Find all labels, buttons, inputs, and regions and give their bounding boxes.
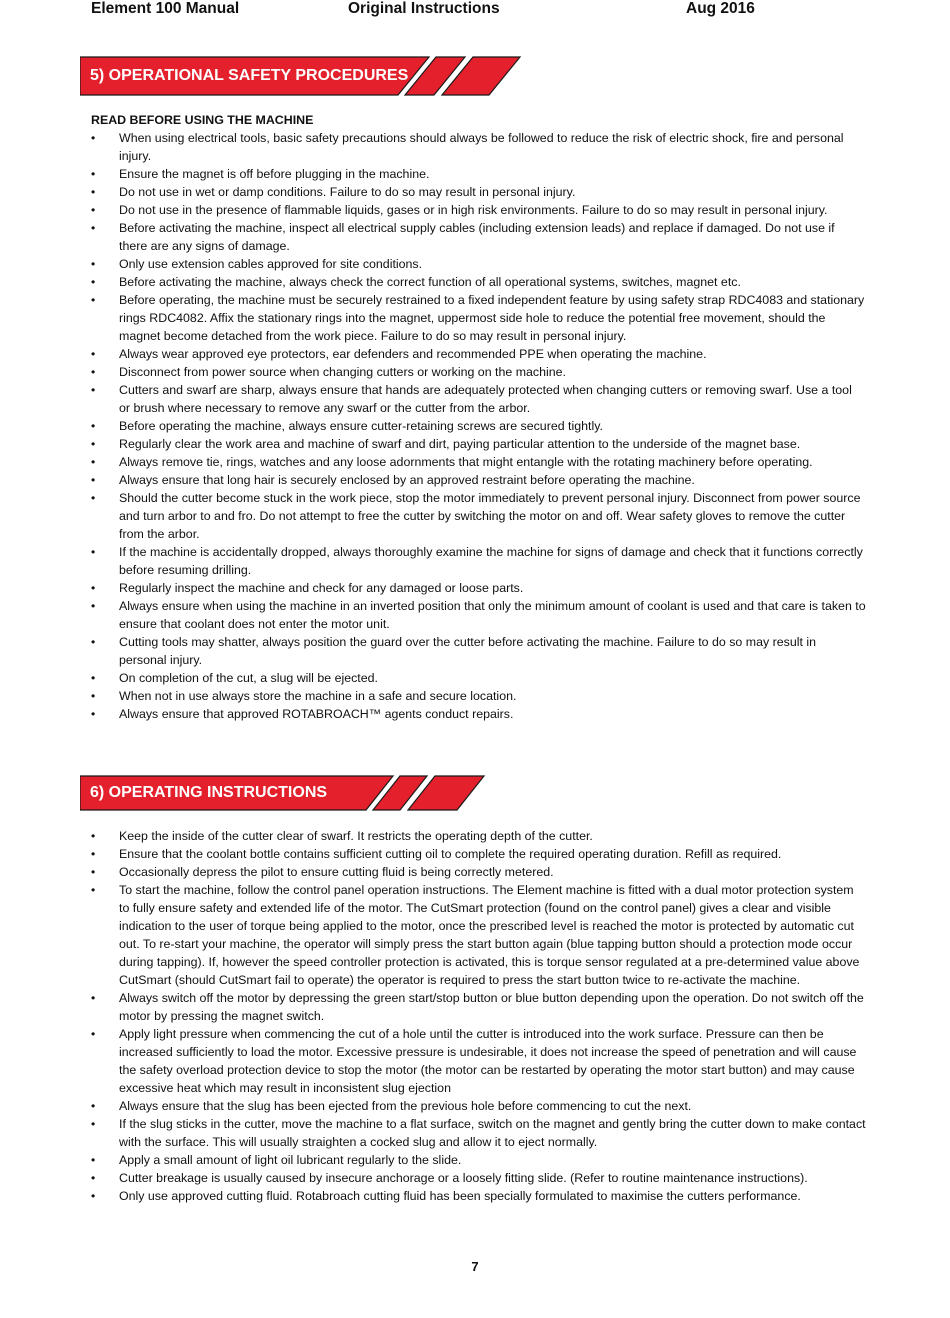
header-date: Aug 2016 — [686, 0, 755, 17]
list-item: • When not in use always store the machine in a safe and secure location. — [91, 687, 866, 705]
list-item: • When using electrical tools, basic safety precautions should always be followed to reduce the risk of electric shock, fire and personal injury. — [91, 129, 866, 165]
page-number: 7 — [471, 1259, 479, 1274]
list-item: • To start the machine, follow the control panel operation instructions. The Element machine is fitted with a dual motor protection system to fully ensure safety and extended life of the motor. The CutSmart protection (found on the control panel) gives a clear and visible indication to the user of torque being applied to the motor, once the prescribed level is reached the motor is protected by automatic cut out. To re-start your machine, the operator will simply press the start button again (blue tapping button should a protection mode occur during tapping). If, however the speed controller protection is activated, this is torque sensor regulated at a pre-determined value above CutSmart (should CutSmart fail to operate) the operator is required to press the start button twice to re-activate the machine. — [91, 881, 866, 989]
section-5-title: 5) OPERATIONAL SAFETY PROCEDURES — [90, 67, 409, 84]
section-5-subheading: READ BEFORE USING THE MACHINE — [91, 113, 314, 127]
section-6-content — [91, 827, 866, 1205]
section-6-banner — [80, 775, 490, 811]
header-manual-name: Element 100 Manual — [91, 0, 240, 17]
list-item: • Ensure the magnet is off before plugging in the machine. — [91, 165, 866, 183]
list-item: • Cutting tools may shatter, always position the guard over the cutter before activating the machine. Failure to do so may result in personal injury. — [91, 633, 866, 669]
list-item: • Always switch off the motor by depressing the green start/stop button or blue button depending upon the operation. Do not switch off the motor by pressing the magnet switch. — [91, 989, 866, 1025]
list-item: • Cutters and swarf are sharp, always ensure that hands are adequately protected when changing cutters or removing swarf. Use a tool or brush where necessary to remove any swarf or the cutter from the arbor. — [91, 381, 866, 417]
list-item: • Always ensure that the slug has been ejected from the previous hole before commencing to cut the next. — [91, 1097, 866, 1115]
list-item: • If the slug sticks in the cutter, move the machine to a flat surface, switch on the magnet and gently bring the cutter down to make contact with the surface. This will usually straighten a cocked slug and allow it to eject normally. — [91, 1115, 866, 1151]
list-item: • Should the cutter become stuck in the work piece, stop the motor immediately to prevent personal injury. Disconnect from power source and turn arbor to and fro. Do not attempt to free the cutter by switching the motor on and off. Wear safety gloves to remove the cutter from the arbor. — [91, 489, 866, 543]
list-item: • Regularly inspect the machine and check for any damaged or loose parts. — [91, 579, 866, 597]
list-item: • Before operating the machine, always ensure cutter-retaining screws are secured tightly. — [91, 417, 866, 435]
list-item: • On completion of the cut, a slug will be ejected. — [91, 669, 866, 687]
list-item: • Always wear approved eye protectors, ear defenders and recommended PPE when operating the machine. — [91, 345, 866, 363]
section-5-list — [91, 129, 866, 723]
list-item: • Keep the inside of the cutter clear of swarf. It restricts the operating depth of the cutter. — [91, 827, 866, 845]
header-instructions-label: Original Instructions — [348, 0, 500, 17]
section-6-list — [91, 827, 866, 1205]
list-item: • Cutter breakage is usually caused by insecure anchorage or a loosely fitting slide. (Refer to routine maintenance instructions). — [91, 1169, 866, 1187]
list-item: • Ensure that the coolant bottle contains sufficient cutting oil to complete the required operating duration. Refill as required. — [91, 845, 866, 863]
list-item: • Do not use in wet or damp conditions. Failure to do so may result in personal injury. — [91, 183, 866, 201]
section-6-title: 6) OPERATING INSTRUCTIONS — [90, 784, 328, 801]
list-item: • Only use extension cables approved for site conditions. — [91, 255, 866, 273]
list-item: • Before operating, the machine must be securely restrained to a fixed independent feature by using safety strap RDC4083 and stationary rings RDC4082. Affix the stationary rings into the magnet, uppermost side hole to reduce the potential free movement, should the magnet become detached from the work piece. Failure to do so may result in personal injury. — [91, 291, 866, 345]
list-item: • Always remove tie, rings, watches and any loose adornments that might entangle with the rotating machinery before operating. — [91, 453, 866, 471]
list-item: • Disconnect from power source when changing cutters or working on the machine. — [91, 363, 866, 381]
list-item: • Always ensure when using the machine in an inverted position that only the minimum amount of coolant is used and that care is taken to ensure that coolant does not enter the motor unit. — [91, 597, 866, 633]
list-item: • Occasionally depress the pilot to ensure cutting fluid is being correctly metered. — [91, 863, 866, 881]
list-item: • Before activating the machine, inspect all electrical supply cables (including extension leads) and replace if damaged. Do not use if there are any signs of damage. — [91, 219, 866, 255]
section-5-banner — [80, 56, 525, 96]
list-item: • If the machine is accidentally dropped, always thoroughly examine the machine for signs of damage and check that it functions correctly before resuming drilling. — [91, 543, 866, 579]
section-5-content — [91, 111, 866, 723]
list-item: • Apply light pressure when commencing the cut of a hole until the cutter is introduced into the work surface. Pressure can then be increased sufficiently to load the motor. Excessive pressure is undesirable, it does not increase the speed of penetration and will cause the safety overload protection device to stop the motor (the motor can be restarted by operating the motor start button) and may cause excessive heat which may result in inconsistent slug ejection — [91, 1025, 866, 1097]
list-item: • Regularly clear the work area and machine of swarf and dirt, paying particular attention to the underside of the magnet base. — [91, 435, 866, 453]
list-item: • Only use approved cutting fluid. Rotabroach cutting fluid has been specially formulated to maximise the cutters performance. — [91, 1187, 866, 1205]
list-item: • Always ensure that long hair is securely enclosed by an approved restraint before operating the machine. — [91, 471, 866, 489]
page-header — [0, 0, 950, 22]
list-item: • Before activating the machine, always check the correct function of all operational systems, switches, magnet etc. — [91, 273, 866, 291]
list-item: • Always ensure that approved ROTABROACH™ agents conduct repairs. — [91, 705, 866, 723]
list-item: • Do not use in the presence of flammable liquids, gases or in high risk environments. Failure to do so may result in personal injury. — [91, 201, 866, 219]
list-item: • Apply a small amount of light oil lubricant regularly to the slide. — [91, 1151, 866, 1169]
